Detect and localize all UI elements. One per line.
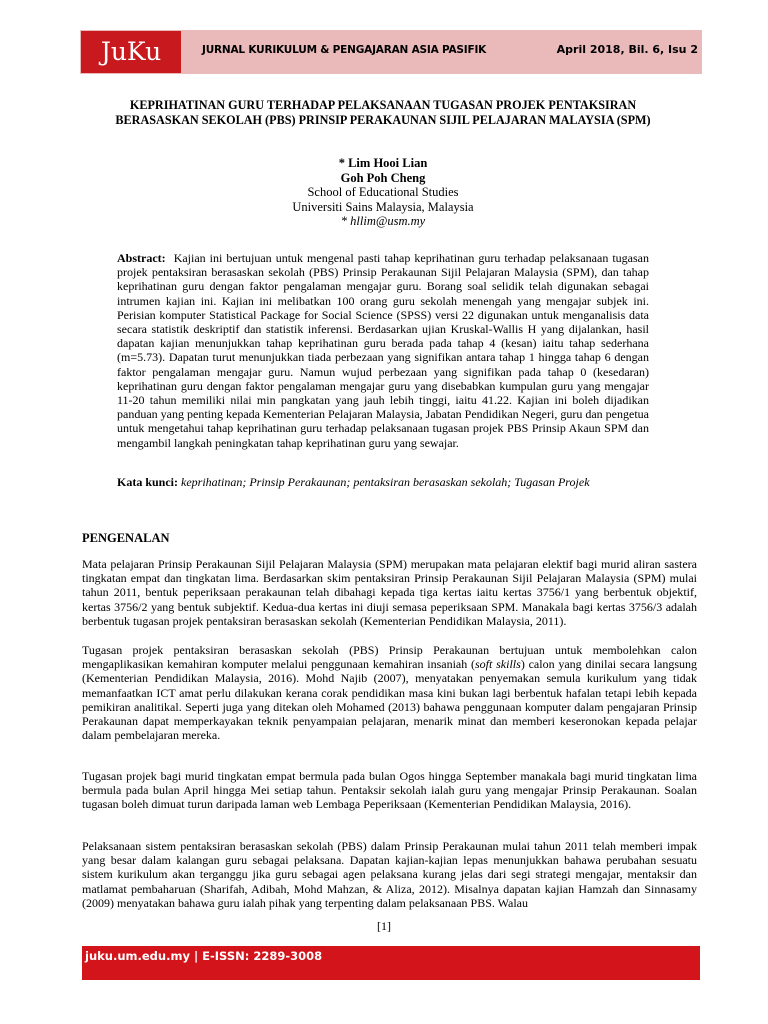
paragraph-2 (82, 643, 697, 742)
paper-title: KEPRIHATINAN GURU TERHADAP PELAKSANAAN TUGASAN PROJEK PENTAKSIRAN BERASASKAN SEKOLAH (PBS) PRINSIP PERAKAUNAN SIJIL PELAJARAN MALAYSIA (SPM) (115, 98, 651, 127)
author-email: * hllim@usm.my (340, 214, 426, 228)
author-1: * Lim Hooi Lian (338, 156, 428, 170)
page-number: [1] (377, 919, 391, 933)
keywords-text: keprihatinan; Prinsip Perakaunan; pentaksiran berasaskan sekolah; Tugasan Projek (181, 475, 590, 489)
section-heading: PENGENALAN (82, 531, 170, 545)
affiliation-school: School of Educational Studies (307, 185, 459, 199)
keywords (117, 475, 649, 489)
abstract-label: Abstract: (117, 251, 166, 265)
paragraph-3: Tugasan projek bagi murid tingkatan empat bermula pada bulan Ogos hingga September manakala bagi murid tingkatan lima bermula pada bulan April hingga Mei setiap tahun. Pentaksir sekolah ialah guru yang mengajar Prinsip Perakaunan. Soalan tugasan boleh dimuat turun daripada laman web Lembaga Peperiksaan (Kementerian Pendidikan Malaysia, 2016). (82, 769, 697, 812)
soft-skills-term: soft skills (475, 657, 521, 672)
footer-link[interactable]: juku.um.edu.my | E-ISSN: 2289-3008 (85, 949, 323, 963)
author-block (100, 156, 666, 229)
issue-info: April 2018, Bil. 6, Isu 2 (556, 43, 698, 56)
abstract (117, 251, 649, 450)
paragraph-1: Mata pelajaran Prinsip Perakaunan Sijil Pelajaran Malaysia (SPM) merupakan mata pelajaran elektif bagi murid aliran sastera tingkatan empat dan tingkatan lima. Berdasarkan skim pentaksiran Prinsip Perakaunan Sijil Pelajaran Malaysia (SPM) mulai tahun 2011, bentuk peperiksaan perakaunan telah dibahagi kepada tiga kertas iaitu kertas 3756/1 yang berbentuk objektif, kertas 3756/2 yang bentuk subjektif. Kedua-dua kertas ini diuji semasa peperiksaan SPM. Manakala bagi kertas 3756/3 adalah berbentuk tugasan projek pentaksiran berasaskan sekolah (Kementerian Pendidikan Malaysia, 2011). (82, 557, 697, 628)
paragraph-2-part-a: Tugasan projek pentaksiran berasaskan sekolah (PBS) Prinsip Perakaunan bertujuan untuk membolehkan calon mengaplikasikan kemahiran komputer melalui penggunaan kemahiran insaniah ( (82, 643, 697, 672)
journal-logo: JuKu (81, 31, 181, 73)
author-2: Goh Poh Cheng (340, 170, 426, 185)
paragraph-4: Pelaksanaan sistem pentaksiran berasaskan sekolah (PBS) dalam Prinsip Perakaunan mulai tahun 2011 telah memberi impak yang besar dalam kalangan guru sebagai pelaksana. Dapatan kajian-kajian lepas menunjukkan bahawa perubahan sesuatu sistem kurikulum akan terganggu jika guru sebagai agen pelaksana kurang jelas dari segi strategi mengajar, mentaksir dan matlamat pembaharuan (Sharifah, Adibah, Mohd Mahzan, & Aliza, 2012). Misalnya dapatan kajian Hamzah dan Sinnasamy (2009) menyatakan bahawa guru ialah pihak yang terpenting dalam pelaksanaan PBS. Walau (82, 839, 697, 910)
keywords-label: Kata kunci: (117, 475, 179, 489)
abstract-text: Kajian ini bertujuan untuk mengenal pasti tahap keprihatinan guru terhadap pelaksanaan tugasan projek pentaksiran berasaskan sekolah (PBS) Prinsip Perakaunan Sijil Pelajaran Malaysia (SPM), dan tahap keprihatinan guru dengan faktor pengalaman mengajar guru. Borang soal selidik telah digunakan sebagai intrumen kajian ini. Kajian ini melibatkan 100 orang guru sekolah menengah yang mengajar subjek ini. Perisian komputer Statistical Package for Social Science (SPSS) versi 22 digunakan untuk menganalisis data secara statistik deskriptif dan statistik inferensi. Berdasarkan ujian Kruskal-Wallis H yang dijalankan, hasil dapatan kajian menunjukkan tahap keprihatinan guru berada pada tahap 4 (kesan) iaitu tahap sederhana (m=5.73). Dapatan turut menunjukkan tiada perbezaan yang signifikan antara tahap 1 hingga tahap 6 dengan faktor pengalaman mengajar guru. Namun wujud perbezaan yang signifikan pada tahap 0 (kesedaran) keprihatinan guru dengan faktor pengalaman mengajar guru yang disebabkan kumpulan guru yang mengajar 11-20 tahun memiliki nilai min pangkatan yang jauh lebih tinggi, iaitu 41.22. Kajian ini boleh dijadikan panduan yang penting kepada Kementerian Pelajaran Malaysia, Jabatan Pendidikan Negeri, guru dan pengetua untuk mengetahui tahap keprihatinan guru terhadap pelaksanaan tugasan projek PBS Prinsip Akaun SPM dan mengambil langkah peningkatan tahap keprihatinan guru yang sewajar. (117, 251, 649, 450)
affiliation-university: Universiti Sains Malaysia, Malaysia (292, 199, 474, 214)
paragraph-2-part-b: ) calon yang dinilai secara langsung (Kementerian Pendidikan Malaysia, 2016). Mohd Najib (2007), menyatakan penyemakan semula kurikulum yang tidak memanfaatkan ICT amat perlu dilakukan kerana corak pendidikan masa kini bukan lagi berbentuk hafalan tetapi lebih kepada pemikiran analitikal. Seperti juga yang ditekan oleh Mohamed (2013) bahawa penggunaan komputer dalam pengajaran Prinsip Perakaunan dapat memperkayakan teknik penyampaian pelajaran, menarik minat dan memberi keseronokan kepada pelajar dalam pembelajaran mereka. (82, 657, 697, 743)
journal-name: JURNAL KURIKULUM & PENGAJARAN ASIA PASIFIK (202, 44, 487, 56)
